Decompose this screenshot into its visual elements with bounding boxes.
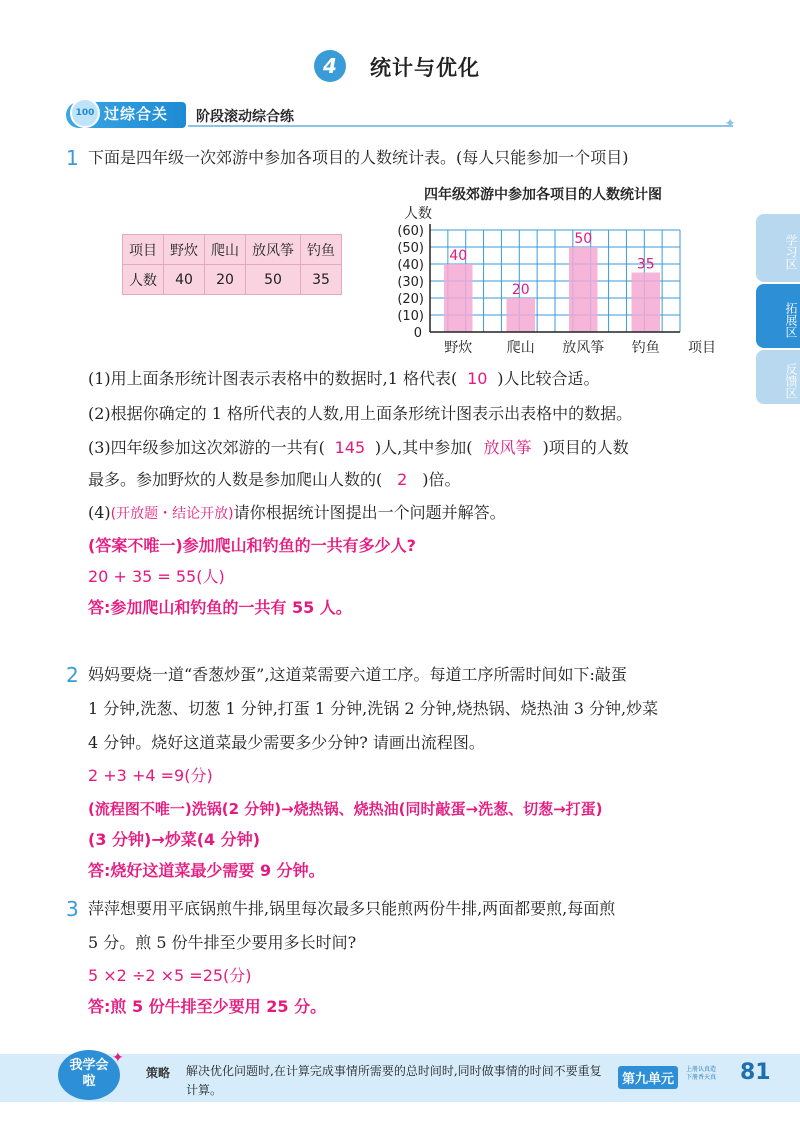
unit-label: 第九单元 [618, 1066, 678, 1089]
section-badge-label: 过综合关 [104, 105, 169, 123]
answer-line: 2 +3 +4 =9(分) [88, 766, 213, 785]
y-tick-label: (30) [397, 275, 424, 290]
answer-line: (3 分钟)→炒菜(4 分钟) [88, 830, 261, 849]
question-3-text: 5 分。煎 5 份牛排至少要用多长时间? [88, 933, 357, 952]
section-subtitle: 阶段滚动综合练 [196, 109, 294, 125]
question-2-text: 4 分钟。烧好这道菜最少需要多少分钟? 请画出流程图。 [88, 733, 485, 752]
question-2-text: 妈妈要烧一道“香葱炒蛋”,这道菜需要六道工序。每道工序所需时间如下:敲蛋 [88, 665, 627, 684]
answer-blank: 10 [467, 369, 488, 388]
data-label: 35 [636, 256, 655, 273]
answer-line: 20 + 35 = 55(人) [88, 567, 225, 586]
chart-x-label: 项目 [688, 340, 716, 356]
answer-line: (流程图不唯一)洗锅(2 分钟)→烧热锅、烧热油(同时敲蛋→洗葱、切葱→打蛋) [88, 800, 603, 818]
bar [507, 298, 536, 332]
answer-line: 答:参加爬山和钓鱼的一共有 55 人。 [88, 598, 352, 617]
data-label: 50 [574, 231, 593, 247]
answer-blank: 2 [397, 470, 408, 489]
x-tick-label: 放风筝 [562, 340, 605, 356]
data-label: 20 [511, 282, 530, 298]
mascot-badge [58, 1050, 120, 1100]
bar [632, 273, 661, 333]
open-question-tag: (开放题・结论开放) [110, 506, 234, 522]
table-cell: 50 [246, 265, 301, 295]
table-cell: 20 [205, 265, 246, 295]
table-cell: 项目 [123, 235, 164, 265]
y-tick-label: (10) [397, 309, 424, 324]
question-3-text: 萍萍想要用平底锅煎牛排,锅里每次最多只能煎两份牛排,两面都要煎,每面煎 [88, 899, 616, 918]
star-icon: ✦ [112, 1050, 124, 1066]
question-1-part-2: (2)根据你确定的 1 格所代表的人数,用上面条形统计图表示出表格中的数据。 [88, 404, 633, 423]
table-cell: 人数 [123, 265, 164, 295]
mascot-label: 我学会啦 [69, 1058, 109, 1089]
page-footer [0, 1050, 800, 1123]
answer-line: 5 ×2 ÷2 ×5 =25(分) [88, 966, 252, 985]
question-2-text: 1 分钟,洗葱、切葱 1 分钟,打蛋 1 分钟,洗锅 2 分钟,烧热锅、烧热油 3 分钟,炒菜 [88, 699, 659, 718]
table-header-row [123, 235, 342, 265]
answer-blank: 145 [334, 438, 366, 457]
side-tab-study[interactable]: 学习区 [756, 214, 800, 282]
question-1-prompt: 下面是四年级一次郊游中参加各项目的人数统计表。(每人只能参加一个项目) [88, 148, 629, 167]
answer-line: 答:烧好这道菜最少需要 9 分钟。 [88, 861, 325, 880]
x-tick-label: 爬山 [506, 340, 535, 356]
unit-number-badge: 4 [314, 50, 346, 82]
table-cell: 放风筝 [246, 235, 301, 265]
section-banner [66, 100, 736, 130]
chart-title: 四年级郊游中参加各项目的人数统计图 [424, 187, 662, 203]
bar-chart [384, 220, 724, 360]
question-1-part-4: (4)(开放题・结论开放)请你根据统计图提出一个问题并解答。 [88, 503, 506, 522]
data-label: 40 [449, 248, 468, 264]
page-title: 统计与优化 [370, 56, 480, 80]
side-tab-extend[interactable]: 拓展区 [756, 284, 800, 348]
page-number: 81 [740, 1060, 771, 1085]
bar [444, 264, 473, 332]
table-cell: 爬山 [205, 235, 246, 265]
table-cell: 35 [301, 265, 342, 295]
answer-line: (答案不唯一)参加爬山和钓鱼的一共有多少人? [88, 536, 416, 555]
x-tick-label: 野炊 [444, 340, 473, 356]
answer-line: 答:煎 5 份牛排至少要用 25 分。 [88, 997, 327, 1016]
table-cell: 40 [164, 265, 205, 295]
footer-small-text: 上册认真造 下册香天真 [686, 1066, 717, 1081]
question-number-3: 3 [66, 897, 79, 921]
badge-logo-icon: 100 [70, 98, 100, 128]
table-cell: 野炊 [164, 235, 205, 265]
answer-blank: 放风筝 [483, 438, 532, 457]
x-tick-label: 钓鱼 [631, 340, 660, 356]
star-icon: ✦ [724, 116, 736, 132]
table-row [123, 265, 342, 295]
page-header [0, 44, 800, 84]
table-cell: 钓鱼 [301, 235, 342, 265]
question-1-part-3: (3)四年级参加这次郊游的一共有( 145 )人,其中参加( 放风筝 )项目的人数 [88, 438, 629, 457]
data-table [122, 234, 342, 295]
question-number-2: 2 [66, 663, 79, 687]
chart-y-label: 人数 [404, 206, 432, 222]
y-tick-label: (40) [397, 258, 424, 273]
question-number-1: 1 [66, 146, 79, 170]
question-1-part-3-cont: 最多。参加野炊的人数是参加爬山人数的( 2 )倍。 [88, 470, 461, 489]
y-tick-label: (50) [397, 241, 424, 256]
strategy-label: 策略 [146, 1066, 171, 1080]
question-1-part-1: (1)用上面条形统计图表示表格中的数据时,1 格代表( 10 )人比较合适。 [88, 369, 600, 388]
y-tick-label: (20) [397, 292, 424, 307]
side-tab-feedback[interactable]: 反馈区 [756, 350, 800, 404]
section-divider [188, 125, 733, 127]
y-tick-label: (60) [397, 224, 424, 239]
bar [569, 247, 598, 332]
y-tick-label: 0 [413, 326, 422, 341]
strategy-tip: 解决优化问题时,在计算完成事情所需要的总时间时,同时做事情的时间不要重复计算。 [186, 1064, 602, 1097]
